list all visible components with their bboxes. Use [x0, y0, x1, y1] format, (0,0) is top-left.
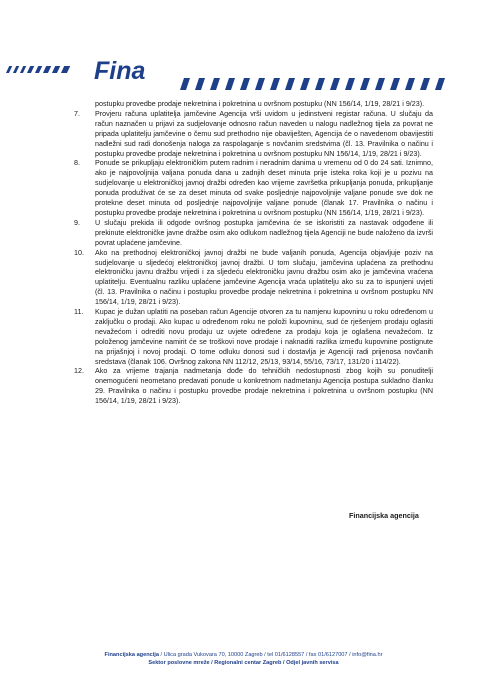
footer-address: / Ulica grada Vukovara 70, 10000 Zagreb / tel 01/6128557 / fax 01/6127007 / info@fina.hr [158, 652, 383, 658]
letterhead [0, 0, 487, 100]
footer [0, 651, 487, 667]
item-number: 11. [74, 308, 84, 317]
list-item [74, 218, 433, 249]
numbered-list [74, 109, 433, 407]
item-number: 10. [74, 248, 84, 257]
footer-org-name: Financijska agencija [104, 652, 159, 658]
footer-line-1 [0, 651, 487, 659]
list-item [74, 159, 433, 218]
document-body [74, 100, 433, 407]
item-number: 7. [74, 109, 80, 118]
footer-department: Sektor poslovne mreže / Regionalni centar Zagreb / Odjel javnih servisa [148, 660, 339, 666]
logo-text: Fina [94, 57, 146, 85]
list-item [74, 308, 433, 367]
item-text: U slučaju prekida ili odgode ovršnog postupka jamčevina će se iskoristiti za nastavak odgođene ili prekinute elektroničke javne dražbe osim ako odlukom nadležnog tijela Agenciji ne bude naloženo da izvrši povrat uplaćene jamčevine. [95, 218, 433, 247]
item-text: Ponude se prikupljaju elektroničkim putem radnim i neradnim danima u vremenu od 0 do 24 sati. Iznimno, ako je najpovoljnija valjana ponuda dana u zadnjih deset minuta prije isteka roka koji je u pozivu na sudjelovanje u elektroničkoj javnoj dražbi određen kao vrijeme završetka prikupljanja ponuda, prikupljanje ponuda produživat će se za deset minuta od svake posljednje najpovoljnije valjane ponude sve dok ne protekne deset minuta od posljednje najpovoljnije valjane ponude (članak 17. Pravilnika o načinu i postupku provedbe prodaje nekretnina i pokretnina u ovršnom postupku (NN 156/14, 1/19, 28/21 i 9/23). [95, 159, 433, 217]
signature: Financijska agencija [349, 511, 419, 520]
list-item [74, 367, 433, 407]
list-item [74, 248, 433, 308]
list-item [74, 109, 433, 160]
continuation-text: postupku provedbe prodaje nekretnina i pokretnina u ovršnom postupku (NN 156/14, 1/19, 28/21 i 9/23). [95, 100, 425, 108]
item-text: Kupac je dužan uplatiti na poseban račun Agencije otvoren za tu namjenu kupovninu u roku određenom u zaključku o prodaji. Ako kupac u određenom roku ne položi kupovninu, sud će rješenjem prodaju oglasiti nevažećom i odrediti novu prodaju uz uvjete određene za prodaju koja je oglašena nevažećom. Iz položenog jamčevine namirit će se troškovi nove prodaje i naknaditi razlika između kupovnine postignute na prijašnjoj i novoj prodaji. O tome odluku donosi sud i dostavlja je Agenciji radi prijenosa novčanih sredstava (članak 106. Ovršnog zakona NN 112/12, 25/13, 93/14, 55/16, 73/17, 131/20 i 114/22). [95, 308, 433, 366]
item-text: Ako na prethodnoj elektroničkoj javnoj dražbi ne bude valjanih ponuda, Agencija objavljuje poziv na sudjelovanje u sljedećoj elektroničkoj javnoj dražbi. U tom slučaju, jamčevina uplaćena za prethodnu elektroničku javnu dražbu vrijedi i za sljedeću elektroničku javnu dražbu osim ako je jamčevina vraćena uplatitelju. Eventualnu razliku uplaćene jamčevine Agencija vraća uplatitelju ako su za to ispunjeni uvjeti (čl. 13. Pravilnika o načinu i postupku provedbe prodaje nekretnina i pokretnina u ovršnom postupku NN 156/14, 1/19, 28/21 i 9/23). [95, 248, 433, 307]
footer-line-2 [0, 659, 487, 667]
item-text: Provjeru računa uplatitelja jamčevine Agencija vrši uvidom u jedinstveni registar računa. U slučaju da račun naznačen u prijavi za sudjelovanje odnosno račun naveden u nalogu nadležnog tijela za povrat ne pripada uplatitelju jamčevine o čemu sud prethodno nije obaviješten, Agencija će o navedenom obavijestiti nadležni sud radi donošenja naloga za raspolaganje s novčanim sredstvima (čl. 13. Pravilnika o načinu i postupku provedbe prodaje nekretnina i pokretnina u ovršnom postupku NN 156/14, 1/19, 28/21 i 9/23). [95, 109, 433, 158]
item-text: Ako za vrijeme trajanja nadmetanja dođe do tehničkih nedostupnosti zbog kojih su ponuditelji onemogućeni neometano predavati ponude u konkretnom nadmetanju Agencija postupa sukladno članku 29. Pravilnika o načinu i postupku provedbe prodaje nekretnina i pokretnina u ovršnom postupku (NN 156/14, 1/19, 28/21 i 9/23). [95, 367, 433, 406]
item-number: 9. [74, 218, 80, 227]
decorative-stripes [180, 78, 445, 90]
item-number: 8. [74, 159, 80, 168]
item-number: 12. [74, 367, 84, 376]
